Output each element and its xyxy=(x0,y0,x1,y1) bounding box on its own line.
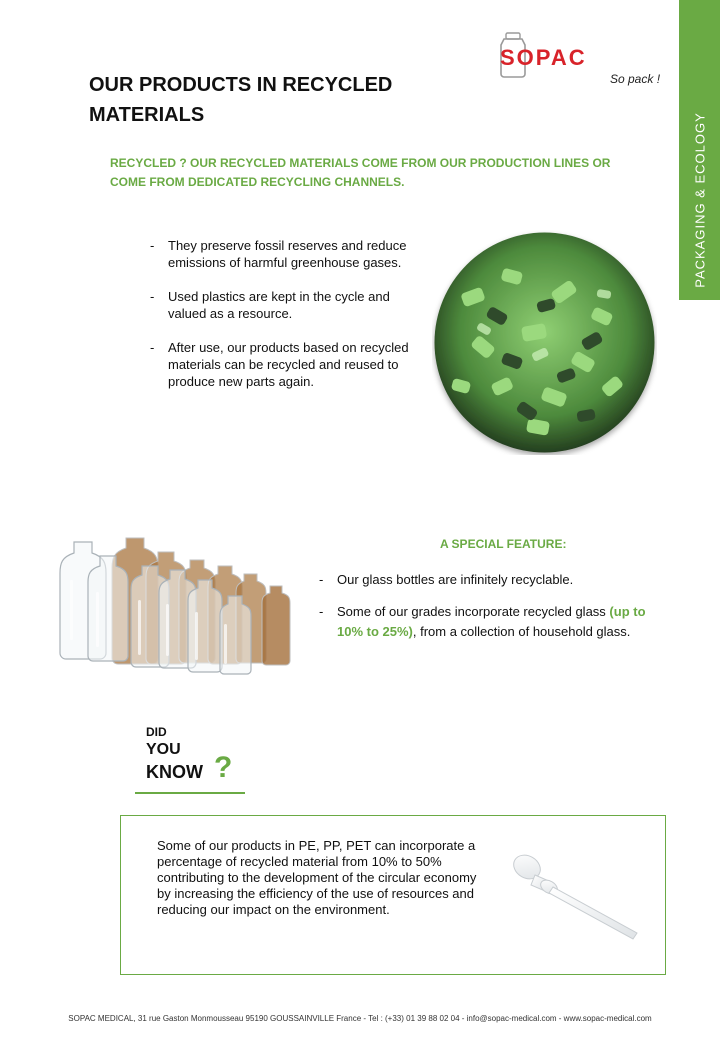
logo-wordmark: SOPAC xyxy=(500,45,587,70)
side-band xyxy=(679,0,720,300)
list-item: - Our glass bottles are infinitely recyclable. xyxy=(319,570,664,590)
special-feature-title: A SPECIAL FEATURE: xyxy=(440,537,567,551)
did-you-know-line2: YOU xyxy=(146,741,181,758)
special-feature-list xyxy=(319,570,664,654)
list-item: - After use, our products based on recycled materials can be recycled and reused to produce new parts again. xyxy=(150,339,410,390)
benefits-list xyxy=(150,237,410,407)
recycled-pellets-image xyxy=(432,230,657,455)
side-band-label: PACKAGING & ECOLOGY xyxy=(692,112,707,288)
list-item xyxy=(319,602,664,642)
footer-contact: SOPAC MEDICAL, 31 rue Gaston Monmousseau 95190 GOUSSAINVILLE France - Tel : (+33) 01 39 88 02 04 - info@sopac-medical.com - www.sopac-medical.com xyxy=(68,1014,652,1023)
did-you-know-line1: DID xyxy=(146,725,167,739)
recycled-glass-percentage: (up to 10% to 25%) xyxy=(337,604,646,639)
glass-vials-image xyxy=(58,530,308,680)
did-you-know-line3: KNOW xyxy=(146,762,203,782)
dropper-image xyxy=(505,845,645,945)
page-subtitle: RECYCLED ? OUR RECYCLED MATERIALS COME FROM OUR PRODUCTION LINES OR COME FROM DEDICATED RECYCLING CHANNELS. xyxy=(110,156,611,189)
divider xyxy=(135,792,245,794)
list-item-text: Some of our grades incorporate recycled glass xyxy=(337,604,610,619)
page-title: OUR PRODUCTS IN RECYCLED MATERIALS xyxy=(89,74,393,126)
list-item: - Used plastics are kept in the cycle and valued as a resource. xyxy=(150,288,410,322)
question-mark: ? xyxy=(214,751,233,784)
list-item: - They preserve fossil reserves and reduce emissions of harmful greenhouse gases. xyxy=(150,237,410,271)
list-item-text: , from a collection of household glass. xyxy=(412,624,631,639)
logo-tagline: So pack ! xyxy=(610,72,661,86)
info-text: Some of our products in PE, PP, PET can incorporate a percentage of recycled material from 10% to 50% contributing to the development of the circular economy by increasing the efficiency of the use of resources and reducing our impact on the environment. xyxy=(157,838,477,917)
sopac-logo xyxy=(494,28,664,88)
